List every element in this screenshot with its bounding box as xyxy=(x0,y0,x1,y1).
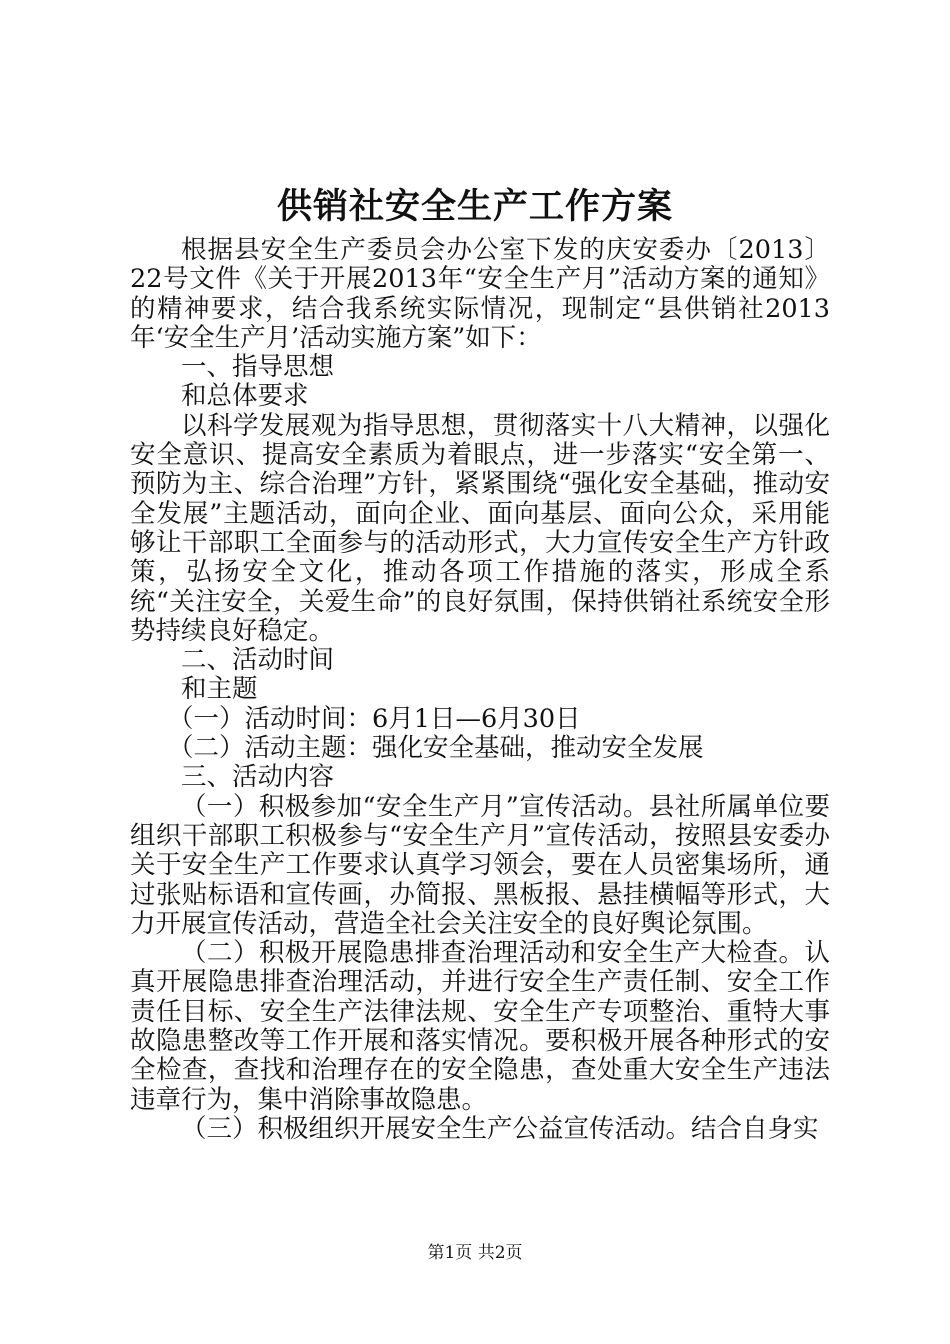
guiding-principle-paragraph: 以科学发展观为指导思想，贯彻落实十八大精神，以强化安全意识、提高安全素质为着眼点，进一步落实“安全第一、预防为主、综合治理”方针，紧紧围绕“强化安全基础，推动安全发展”主题活动，面向企业、面向基层、面向公众，采用能够让干部职工全面参与的活动形式，大力宣传安全生产方针政策，弘扬安全文化，推动各项工作措施的落实，形成全系统“关注安全，关爱生命”的良好氛围，保持供销社系统安全形势持续良好稳定。 xyxy=(130,410,830,646)
section-heading-2: 二、活动时间 xyxy=(181,645,335,676)
document-title: 供销社安全生产工作方案 xyxy=(276,186,673,227)
section-heading-1: 一、指导思想 xyxy=(181,352,335,383)
page-footer: 第1页 共2页 xyxy=(427,1243,523,1263)
document-body xyxy=(130,236,830,1144)
section-heading-3: 三、活动内容 xyxy=(181,762,335,793)
intro-paragraph: 根据县安全生产委员会办公室下发的庆安委办〔2013〕22号文件《关于开展2013年“安全生产月”活动方案的通知》的精神要求，结合我系统实际情况，现制定“县供销社2013年‘安全生产月’活动实施方案”如下： xyxy=(130,235,830,353)
section-heading-2-continued: 和主题 xyxy=(181,674,258,705)
activity-time-item: （一）活动时间：6月1日—6月30日 xyxy=(168,703,581,734)
content-item-2: （二）积极开展隐患排查治理活动和安全生产大检查。认真开展隐患排查治理活动，并进行安全生产责任制、安全工作责任目标、安全生产法律法规、安全生产专项整治、重特大事故隐患整改等工作开展和落实情况。要积极开展各种形式的安全检查，查找和治理存在的安全隐患，查处重大安全生产违法违章行为，集中消除事故隐患。 xyxy=(130,938,830,1115)
content-item-1: （一）积极参加“安全生产月”宣传活动。县社所属单位要组织干部职工积极参与“安全生产月”宣传活动，按照县安委办关于安全生产工作要求认真学习领会，要在人员密集场所，通过张贴标语和宣传画，办简报、黑板报、悬挂横幅等形式，大力开展宣传活动，营造全社会关注安全的良好舆论氛围。 xyxy=(130,791,830,939)
activity-theme-item: （二）活动主题：强化安全基础，推动安全发展 xyxy=(168,733,704,764)
content-item-3: （三）积极组织开展安全生产公益宣传活动。结合自身实 xyxy=(181,1113,819,1144)
section-heading-1-continued: 和总体要求 xyxy=(181,381,309,412)
